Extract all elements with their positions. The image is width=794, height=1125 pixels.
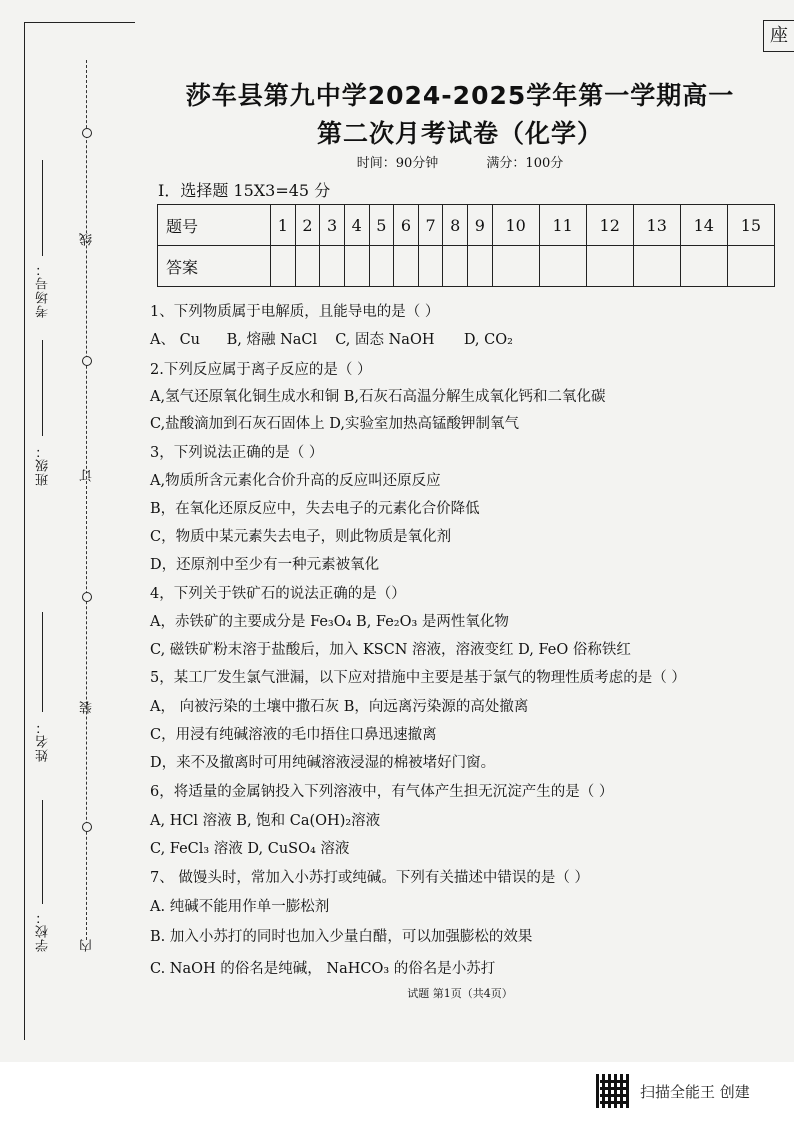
- exam-room-blank: [42, 160, 43, 256]
- question-4-line: A，赤铁矿的主要成分是 Fe₃O₄ B, Fe₂O₃ 是两性氧化物: [150, 614, 509, 630]
- question-7-stem: 7、 做馒头时，常加入小苏打或纯碱。下列有关描述中错误的是（ ）: [150, 870, 589, 886]
- question-number-cell: 13: [633, 205, 680, 246]
- exam-time: 时间：90分钟: [356, 156, 439, 171]
- binding-hole-icon: [82, 356, 92, 366]
- answer-cell[interactable]: [680, 246, 727, 287]
- seat-number-box: 座: [763, 20, 794, 52]
- question-number-cell: 14: [680, 205, 727, 246]
- binding-edge-line: [24, 40, 25, 1040]
- answer-cell[interactable]: [344, 246, 369, 287]
- question-number-cell: 6: [394, 205, 419, 246]
- question-7-line: B. 加入小苏打的同时也加入少量白醋，可以加强膨松的效果: [150, 929, 533, 945]
- scanner-watermark: [596, 1074, 750, 1108]
- row-label: 答案: [158, 246, 271, 287]
- page-footer: 试题 第1页（共4页）: [407, 987, 513, 1000]
- scanner-text: 扫描全能王 创建: [640, 1082, 750, 1101]
- question-number-row: [158, 205, 775, 246]
- class-label: 班级：: [36, 444, 51, 486]
- question-4-stem: 4，下列关于铁矿石的说法正确的是（）: [150, 586, 406, 602]
- row-label: 题号: [158, 205, 271, 246]
- answer-cell[interactable]: [443, 246, 468, 287]
- answer-cell[interactable]: [418, 246, 443, 287]
- question-number-cell: 9: [468, 205, 493, 246]
- binding-corner: [24, 22, 135, 67]
- question-4-line: C, 磁铁矿粉末溶于盐酸后，加入 KSCN 溶液，溶液变红 D, FeO 俗称铁红: [150, 642, 631, 658]
- question-3-line: C，物质中某元素失去电子，则此物质是氧化剂: [150, 529, 452, 545]
- answer-cell[interactable]: [295, 246, 320, 287]
- question-1-stem: 1、下列物质属于电解质，且能导电的是（ ）: [150, 304, 440, 320]
- question-3-line: B，在氧化还原反应中，失去电子的元素化合价降低: [150, 501, 480, 517]
- answer-cell[interactable]: [727, 246, 774, 287]
- question-number-cell: 12: [586, 205, 633, 246]
- question-5-line: C，用浸有纯碱溶液的毛巾捂住口鼻迅速撤离: [150, 727, 437, 743]
- qr-code-icon: [596, 1074, 630, 1108]
- binding-hole-icon: [82, 128, 92, 138]
- question-5-stem: 5，某工厂发生氯气泄漏，以下应对措施中主要是基于氯气的物理性质考虑的是（ ）: [150, 670, 686, 686]
- question-number-cell: 4: [344, 205, 369, 246]
- answer-cell[interactable]: [586, 246, 633, 287]
- exam-meta: [150, 152, 770, 171]
- name-label: 姓名：: [36, 720, 51, 762]
- question-6-line: C, FeCl₃ 溶液 D, CuSO₄ 溶液: [150, 841, 350, 857]
- question-2-line: A,氢气还原氧化铜生成水和铜 B,石灰石高温分解生成氧化钙和二氧化碳: [150, 389, 606, 405]
- question-3-stem: 3，下列说法正确的是（ ）: [150, 445, 324, 461]
- question-2-stem: 2.下列反应属于离子反应的是（ ）: [150, 362, 372, 378]
- binding-nei: 内: [80, 938, 95, 952]
- exam-full-score: 满分：100分: [486, 156, 564, 171]
- answer-cell[interactable]: [320, 246, 345, 287]
- binding-dashed-line: [86, 60, 87, 940]
- exam-title-line1: 莎车县第九中学2024-2025学年第一学期高一: [185, 81, 735, 110]
- answer-cell[interactable]: [633, 246, 680, 287]
- option-d: D, CO₂: [463, 332, 513, 348]
- class-blank: [42, 340, 43, 436]
- question-number-cell: 11: [539, 205, 586, 246]
- answer-cell[interactable]: [492, 246, 539, 287]
- question-5-line: D，来不及撤离时可用纯碱溶液浸湿的棉被堵好门窗。: [150, 755, 496, 771]
- answer-cell[interactable]: [468, 246, 493, 287]
- question-3-line: D，还原剂中至少有一种元素被氧化: [150, 557, 380, 573]
- question-2-line: C,盐酸滴加到石灰石固体上 D,实验室加热高锰酸钾制氧气: [150, 416, 520, 432]
- answer-row: [158, 246, 775, 287]
- question-6-stem: 6，将适量的金属钠投入下列溶液中，有气体产生担无沉淀产生的是（ ）: [150, 784, 614, 800]
- answer-cell[interactable]: [369, 246, 394, 287]
- answer-table: [157, 204, 775, 287]
- name-blank: [42, 612, 43, 712]
- school-label: 学校：: [36, 910, 51, 952]
- question-5-line: A， 向被污染的土壤中撒石灰 B，向远离污染源的高处撤离: [150, 699, 529, 715]
- question-number-cell: 15: [727, 205, 774, 246]
- question-6-line: A, HCl 溶液 B, 饱和 Ca(OH)₂溶液: [150, 813, 381, 829]
- answer-cell[interactable]: [394, 246, 419, 287]
- question-number-cell: 1: [271, 205, 296, 246]
- option-b: B, 熔融 NaCl: [226, 332, 318, 348]
- option-c: C, 固态 NaOH: [335, 332, 435, 348]
- binding-xian: 线: [80, 232, 95, 246]
- question-number-cell: 7: [418, 205, 443, 246]
- binding-hole-icon: [82, 822, 92, 832]
- question-1-options: [150, 328, 513, 349]
- option-a: A、 Cu: [150, 332, 201, 348]
- question-7-line: C. NaOH 的俗名是纯碱， NaHCO₃ 的俗名是小苏打: [150, 961, 496, 977]
- school-blank: [42, 800, 43, 904]
- binding-ding: 订: [80, 468, 95, 482]
- binding-zhuang: 装: [80, 700, 95, 714]
- binding-hole-icon: [82, 592, 92, 602]
- exam-room-label: 考场号：: [36, 262, 51, 318]
- question-number-cell: 2: [295, 205, 320, 246]
- question-number-cell: 3: [320, 205, 345, 246]
- question-number-cell: 10: [492, 205, 539, 246]
- question-3-line: A,物质所含元素化合价升高的反应叫还原反应: [150, 473, 441, 489]
- question-7-line: A. 纯碱不能用作单一膨松剂: [150, 899, 330, 915]
- section-heading: I．选择题 15X3=45 分: [158, 181, 331, 200]
- exam-title-line2: 第二次月考试卷（化学）: [316, 119, 603, 148]
- answer-cell[interactable]: [271, 246, 296, 287]
- question-number-cell: 5: [369, 205, 394, 246]
- question-number-cell: 8: [443, 205, 468, 246]
- answer-cell[interactable]: [539, 246, 586, 287]
